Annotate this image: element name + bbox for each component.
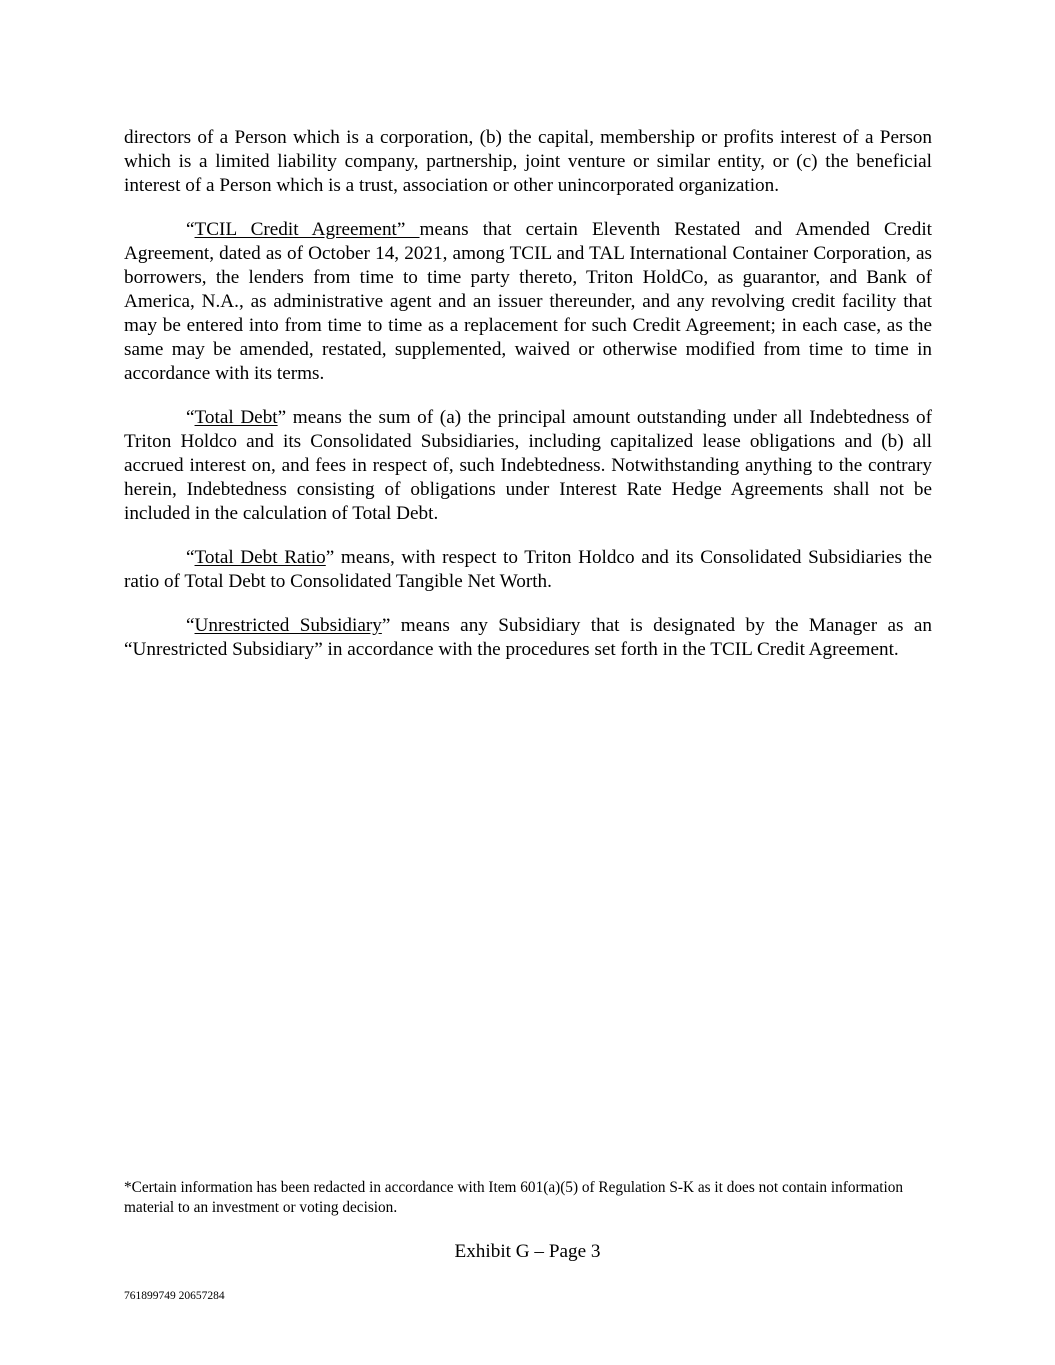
defined-term: Total Debt Ratio [194, 547, 326, 568]
defined-term: Total Debt [194, 407, 278, 428]
open-quote: “ [186, 219, 195, 240]
close-quote: ” [277, 407, 287, 428]
defined-term: Unrestricted Subsidiary [194, 615, 382, 636]
definition-total-debt [124, 406, 932, 526]
open-quote: “ [186, 547, 195, 568]
close-quote: ” [381, 615, 391, 636]
definition-text: means the sum of (a) the principal amount outstanding under all Indebtedness of Triton Holdco and its Consolidated Subsidiaries, including capitalized lease obligations and (b) all accrued interest on, and fees in respect of, such Indebtedness. Notwithstanding anything to the contrary herein, Indebtedness consisting of obligations under Interest Rate Hedge Agreements shall not be included in the calculation of Total Debt. [124, 407, 932, 524]
defined-term: TCIL Credit Agreement” [194, 219, 420, 240]
definition-text: means any Subsidiary that is designated by the Manager as an “Unrestricted Subsidiary” in accordance with the procedures set forth in the TCIL Credit Agreement. [124, 615, 932, 660]
footnote: *Certain information has been redacted in accordance with Item 601(a)(5) of Regulation S-K as it does not contain information material to an investment or voting decision. [124, 1179, 904, 1216]
open-quote: “ [186, 407, 195, 428]
definition-unrestricted-subsidiary [124, 614, 932, 662]
page-label: Exhibit G – Page 3 [454, 1241, 601, 1262]
open-quote: “ [186, 615, 195, 636]
document-id: 761899749 20657284 [124, 1290, 225, 1302]
definition-text: means that certain Eleventh Restated and Amended Credit Agreement, dated as of October 14, 2021, among TCIL and TAL International Container Corporation, as borrowers, the lenders from time to time party thereto, Triton HoldCo, as guarantor, and Bank of America, N.A., as administrative agent and an issuer thereunder, and any revolving credit facility that may be entered into from time to time as a replacement for such Credit Agreement; in each case, as the same may be amended, restated, supplemented, waived or otherwise modified from time to time in accordance with its terms. [124, 219, 933, 384]
close-quote: ” [325, 547, 335, 568]
definition-total-debt-ratio [124, 546, 932, 594]
body-text [124, 126, 932, 682]
definition-tcil-credit-agreement [124, 218, 932, 386]
definition-text: means, with respect to Triton Holdco and its Consolidated Subsidiaries the ratio of Total Debt to Consolidated Tangible Net Worth. [124, 547, 932, 592]
intro-paragraph: directors of a Person which is a corporation, (b) the capital, membership or profits interest of a Person which is a limited liability company, partnership, joint venture or similar entity, or (c) the beneficial interest of a Person which is a trust, association or other unincorporated organization. [124, 127, 932, 196]
